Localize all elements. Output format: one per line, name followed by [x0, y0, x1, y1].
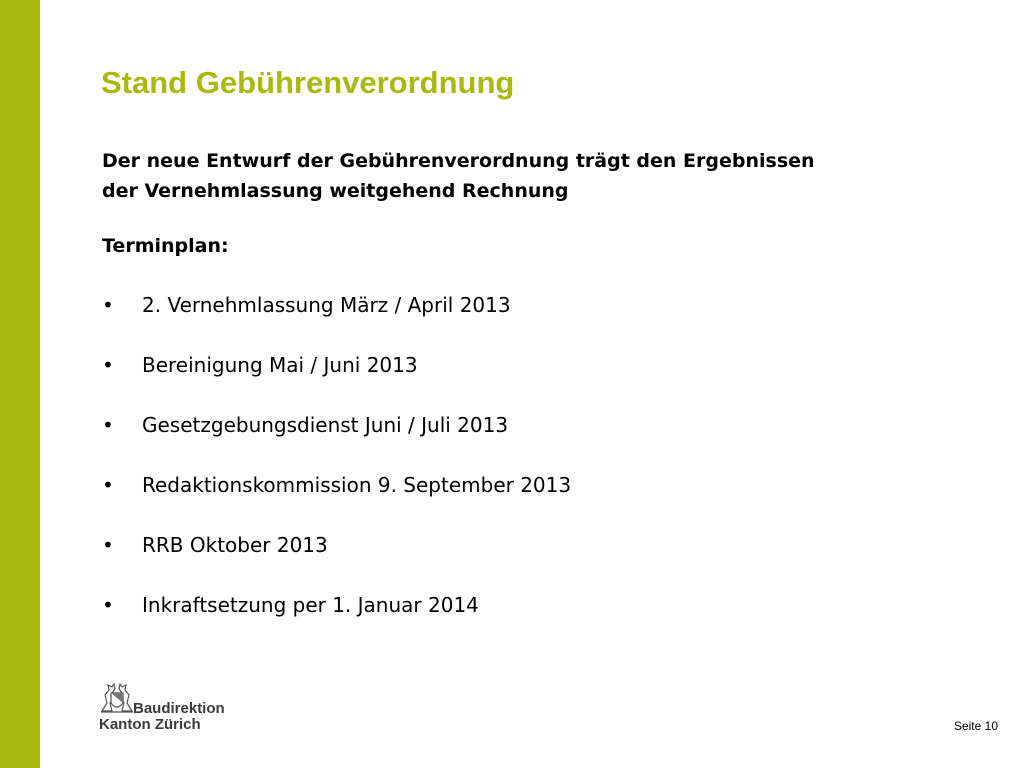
page-number: Seite 10 [953, 719, 998, 733]
accent-bar [0, 0, 40, 768]
schedule-item-text: Bereinigung Mai / Juni 2013 [142, 353, 418, 377]
slide-title: Stand Gebührenverordnung [101, 65, 515, 100]
bullet-icon: • [102, 293, 114, 317]
schedule-item-text: 2. Vernehmlassung März / April 2013 [142, 293, 511, 317]
schedule-heading: Terminplan: [102, 235, 229, 257]
schedule-list [102, 289, 571, 649]
bullet-icon: • [102, 593, 114, 617]
schedule-item [102, 589, 571, 649]
schedule-item-text: Redaktionskommission 9. September 2013 [142, 473, 572, 497]
schedule-item [102, 529, 571, 589]
bullet-icon: • [102, 473, 114, 497]
logo-line-baudirektion: Baudirektion [133, 700, 225, 717]
bullet-icon: • [102, 533, 114, 557]
bullet-icon: • [102, 353, 114, 377]
schedule-item [102, 289, 571, 349]
bullet-icon: • [102, 413, 114, 437]
intro-line: Der neue Entwurf der Gebührenverordnung trägt den Ergebnissen [102, 150, 815, 172]
schedule-item-text: Inkraftsetzung per 1. Januar 2014 [142, 593, 479, 617]
schedule-item-text: RRB Oktober 2013 [142, 533, 328, 557]
intro-line: der Vernehmlassung weitgehend Rechnung [102, 180, 569, 202]
intro-paragraph [102, 146, 962, 206]
baudirektion-logo [99, 681, 239, 735]
schedule-item [102, 349, 571, 409]
schedule-item [102, 409, 571, 469]
schedule-item-text: Gesetzgebungsdienst Juni / Juli 2013 [142, 413, 509, 437]
logo-line-kanton: Kanton Zürich [99, 716, 201, 733]
schedule-item [102, 469, 571, 529]
logo-text [99, 701, 225, 733]
